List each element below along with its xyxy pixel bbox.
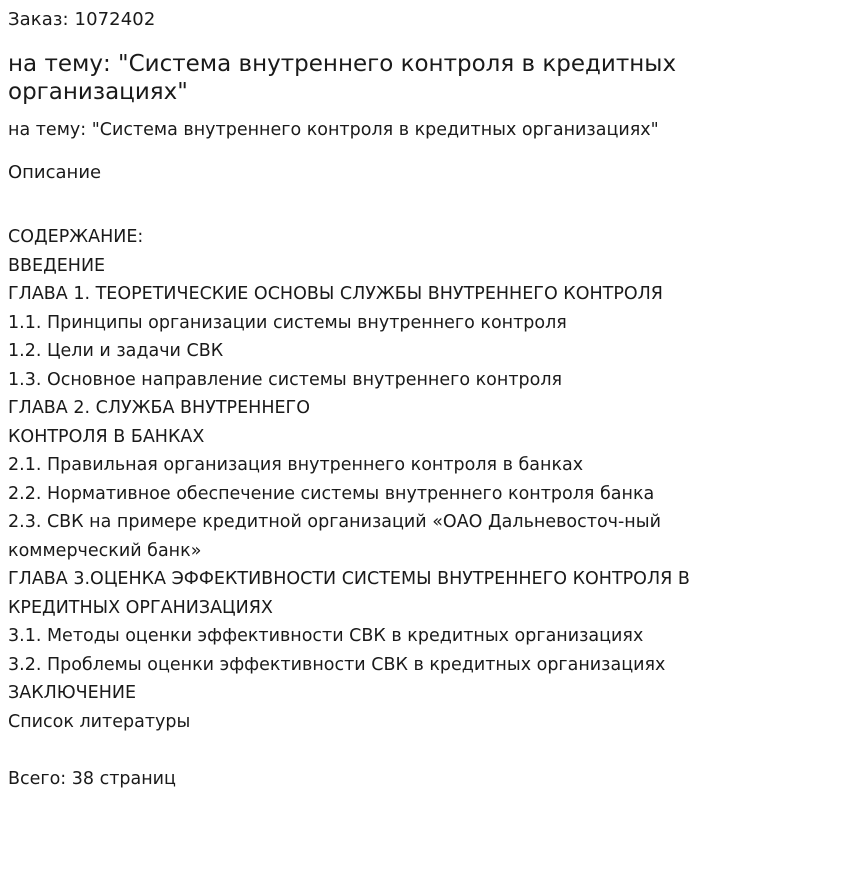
toc-item-2-2: 2.2. Нормативное обеспечение системы внутреннего контроля банка bbox=[8, 483, 655, 504]
toc-item-chapter-2-line-2: КОНТРОЛЯ В БАНКАХ bbox=[8, 426, 205, 447]
toc-item-references: Список литературы bbox=[8, 711, 191, 732]
page-subtitle: на тему: "Система внутреннего контроля в кредитных организациях" bbox=[8, 120, 659, 140]
order-number: Заказ: 1072402 bbox=[8, 9, 156, 30]
toc-item-1-3: 1.3. Основное направление системы внутреннего контроля bbox=[8, 369, 563, 390]
toc-item-conclusion: ЗАКЛЮЧЕНИЕ bbox=[8, 683, 137, 703]
table-of-contents bbox=[8, 223, 839, 736]
toc-item-chapter-2-line-1: ГЛАВА 2. СЛУЖБА ВНУТРЕННЕГО bbox=[8, 398, 310, 418]
toc-item-chapter-1: ГЛАВА 1. ТЕОРЕТИЧЕСКИЕ ОСНОВЫ СЛУЖБЫ ВНУТРЕННЕГО КОНТРОЛЯ bbox=[8, 284, 663, 304]
page-title: на тему: "Система внутреннего контроля в кредитных организациях" bbox=[8, 51, 677, 105]
toc-item-introduction: ВВЕДЕНИЕ bbox=[8, 255, 106, 276]
toc-item-3-2: 3.2. Проблемы оценки эффективности СВК в кредитных организациях bbox=[8, 654, 666, 675]
toc-item-2-1: 2.1. Правильная организация внутреннего контроля в банках bbox=[8, 455, 584, 475]
toc-item-1-2: 1.2. Цели и задачи СВК bbox=[8, 341, 224, 361]
total-pages: Всего: 38 страниц bbox=[8, 769, 176, 789]
description-label: Описание bbox=[8, 162, 102, 183]
toc-item-3-1: 3.1. Методы оценки эффективности СВК в кредитных организациях bbox=[8, 626, 644, 646]
toc-item-2-3: 2.3. СВК на примере кредитной организаций «ОАО Дальневосточ-ный коммерческий банк» bbox=[8, 512, 661, 561]
toc-heading: СОДЕРЖАНИЕ: bbox=[8, 227, 144, 247]
toc-item-chapter-3: ГЛАВА 3.ОЦЕНКА ЭФФЕКТИВНОСТИ СИСТЕМЫ ВНУТРЕННЕГО КОНТРОЛЯ В КРЕДИТНЫХ ОРГАНИЗАЦИЯХ bbox=[8, 569, 690, 618]
toc-item-1-1: 1.1. Принципы организации системы внутреннего контроля bbox=[8, 312, 567, 333]
